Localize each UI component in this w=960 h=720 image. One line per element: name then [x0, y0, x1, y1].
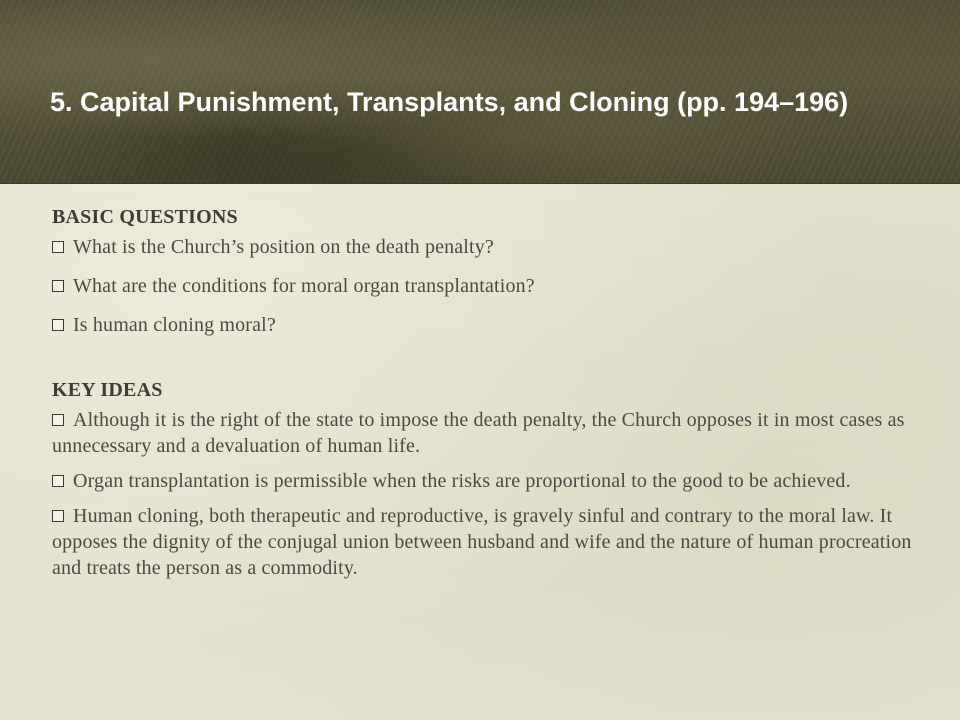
- list-item-text: Is human cloning moral?: [73, 314, 276, 336]
- list-item: [52, 312, 912, 338]
- list-item: [52, 234, 912, 260]
- section-spacer: [52, 351, 912, 373]
- list-item: [52, 468, 912, 494]
- list-item-text: Human cloning, both therapeutic and reproductive, is gravely sinful and contrary to the moral law. It opposes the dignity of the conjugal union between husband and wife and the nature of human procreation and treats the person as a commodity.: [52, 505, 912, 579]
- square-bullet-icon: [52, 475, 65, 488]
- key-ideas-list: [52, 407, 912, 581]
- basic-questions-list: [52, 234, 912, 338]
- square-bullet-icon: [52, 280, 65, 293]
- square-bullet-icon: [52, 319, 65, 332]
- list-item-text: What are the conditions for moral organ transplantation?: [73, 275, 535, 297]
- list-item: [52, 407, 912, 459]
- list-item-text: Organ transplantation is permissible when the risks are proportional to the good to be achieved.: [73, 470, 851, 492]
- basic-questions-heading: BASIC QUESTIONS: [52, 206, 238, 228]
- square-bullet-icon: [52, 414, 65, 427]
- square-bullet-icon: [52, 241, 65, 254]
- list-item-text: What is the Church’s position on the death penalty?: [73, 236, 494, 258]
- slide-title: 5. Capital Punishment, Transplants, and Cloning (pp. 194–196): [50, 87, 849, 117]
- list-item: [52, 273, 912, 299]
- list-item: [52, 503, 912, 581]
- slide-header: [0, 0, 960, 184]
- square-bullet-icon: [52, 510, 65, 523]
- list-item-text: Although it is the right of the state to impose the death penalty, the Church opposes it in most cases as unnecessary and a devaluation of human life.: [52, 409, 905, 457]
- key-ideas-heading: KEY IDEAS: [52, 379, 163, 401]
- slide-content: [52, 200, 912, 590]
